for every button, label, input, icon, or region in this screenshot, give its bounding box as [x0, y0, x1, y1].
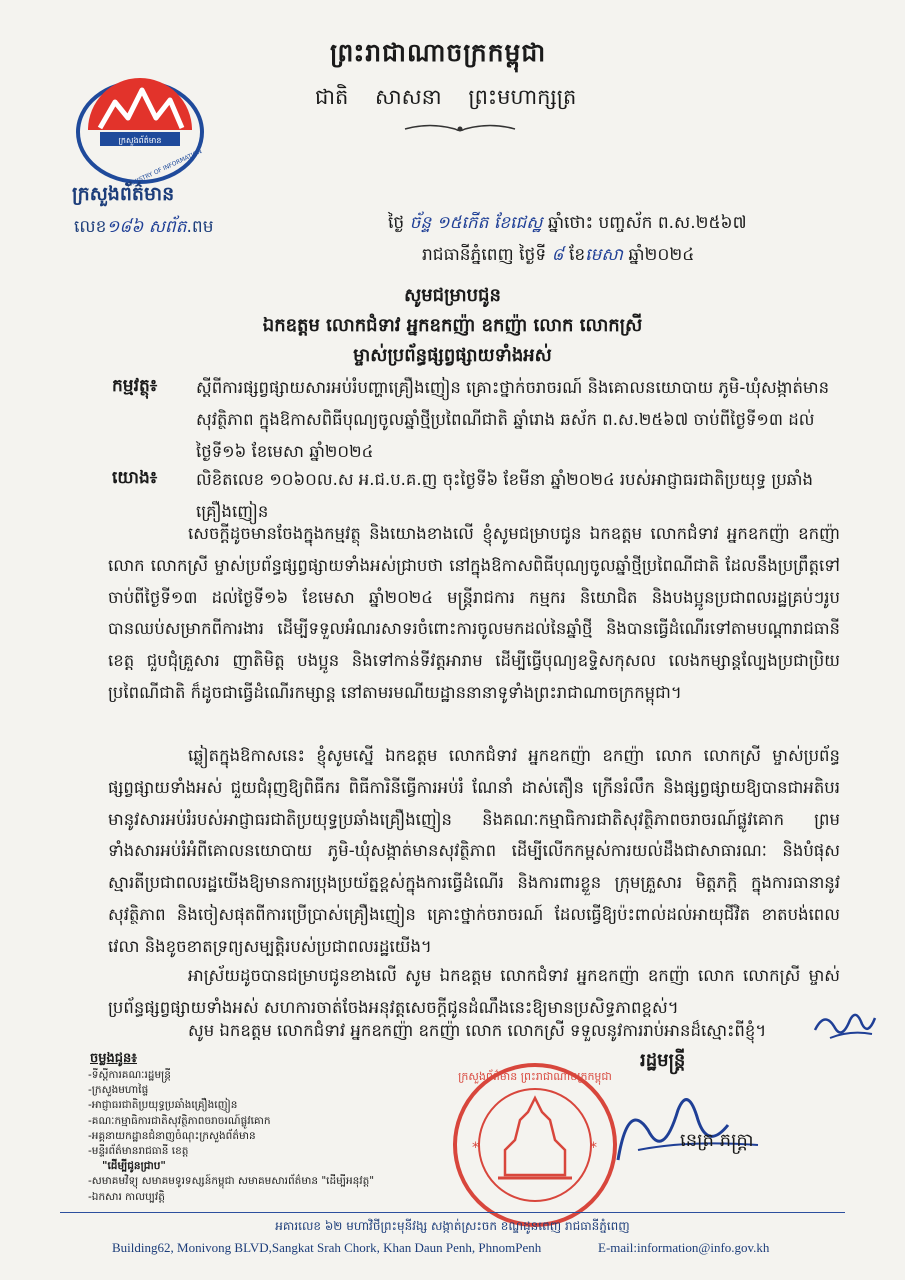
- seal-text: ក្រសួងព័ត៌មាន ព្រះរាជាណាចក្រកម្ពុជា: [458, 1070, 612, 1083]
- official-seal-icon: [450, 1060, 620, 1230]
- footer-address-english: Building62, Monivong BLVD,Sangkat Srah Chork, Khan Daun Penh, PhnomPenh: [112, 1240, 542, 1255]
- distribution-title: ចម្លងជូន៖: [90, 1051, 137, 1066]
- solar-day: ៨: [551, 245, 564, 265]
- reference-label: យោង៖: [112, 468, 158, 488]
- list-item: -អាជ្ញាធរជាតិប្រយុទ្ធប្រឆាំងគ្រឿងញៀន: [88, 1099, 238, 1112]
- salutation-line-3: ម្ចាស់ប្រព័ន្ធផ្សព្វផ្សាយទាំងអស់: [353, 345, 552, 366]
- reference-text: លិខិតលេខ ១០៦០ល.ស អ.ជ.ប.គ.ញ ចុះថ្ងៃទី៦ ខែមីនា ឆ្នាំ២០២៤ របស់អាជ្ញាធរជាតិប្រយុទ្ធ ប្រឆាំងគ្រឿងញៀន: [196, 470, 813, 521]
- ref-prefix: លេខ: [74, 217, 107, 237]
- list-item: -ទីស្តីការគណៈរដ្ឋមន្ត្រី: [88, 1069, 171, 1081]
- logo-inner-text: ក្រសួងព័ត៌មាន: [118, 136, 162, 145]
- subject-label: កម្មវត្ថុ៖: [112, 376, 158, 396]
- initial-signature-icon: [810, 1000, 880, 1048]
- body-paragraph-2: ឆ្លៀតក្នុងឱកាសនេះ ខ្ញុំសូមស្នើ ឯកឧត្តម លោកជំទាវ អ្នកឧកញ៉ា ឧកញ៉ា លោក លោកស្រី ម្ចាស់ប្រព័ន្ធផ្សព្វផ្សាយទាំងអស់ ជួយជំរុញឱ្យពិធីករ ពិធីការិនីធ្វើការអប់រំ ណែនាំ ដាស់តឿន ក្រើនរំលឹក និងផ្សព្វផ្សាយឱ្យបានជាអតិបរមានូវសារអប់រំរបស់អាជ្ញាធរជាតិប្រយុទ្ធប្រឆាំងគ្រឿងញៀន និងគណៈកម្មាធិការជាតិសុវត្ថិភាពចរាចរណ៍ផ្លូវគោក ព្រមទាំងសារអប់រំអំពីគោលនយោបាយ ភូមិ-ឃុំសង្កាត់មានសុវត្ថិភាព ដើម្បីលើកកម្ពស់ការយល់ដឹងជាសាធារណៈ និងបំផុសស្មារតីប្រជាពលរដ្ឋយើងឱ្យមានការប្រុងប្រយ័ត្នខ្ពស់ក្នុងការធ្វើដំណើរ និងការពារខ្លួន ក្រុមគ្រួសារ មិត្តភក្តិ ក្នុងការធានានូវសុវត្ថិភាព និងចៀសផុតពីការប្រើប្រាស់គ្រឿងញៀន គ្រោះថ្នាក់ចរាចរណ៍ ដែលធ្វើឱ្យប៉ះពាល់ដល់អាយុជីវិត ខាតបង់ពេលវេលា និងខូចខាតទ្រព្យសម្បត្តិរបស់ប្រជាពលរដ្ឋយើង។: [108, 746, 840, 956]
- lunar-date: [388, 212, 747, 237]
- solar-prefix: រាជធានីភ្នំពេញ ថ្ងៃទី: [422, 245, 547, 265]
- footer-address-khmer: អគារលេខ ៦២ មហាវិថីព្រះមុនីវង្ស សង្កាត់ស្រះចក ខណ្ឌដូនពេញ រាជធានីភ្នំពេញ: [275, 1219, 630, 1233]
- solar-month: មេសា: [585, 245, 623, 265]
- national-motto: ជាតិ សាសនា ព្រះមហាក្សត្រ: [315, 85, 577, 109]
- footer-divider: [60, 1212, 845, 1213]
- solar-date: [422, 244, 694, 269]
- logo-ring-text: MINISTRY OF INFORMATION: [125, 148, 204, 190]
- ministry-name: ក្រសួងព័ត៌មាន: [72, 183, 175, 205]
- lunar-handwritten: ច័ន្ទ ១៥កើត ខែជេស្ឋ: [409, 213, 543, 233]
- reference-number: [74, 216, 214, 241]
- ref-handwritten: ១៨៦ សព័ត: [106, 217, 187, 237]
- footer-email: E-mail:information@info.gov.kh: [598, 1240, 770, 1255]
- list-item: -សមាគមវិទ្យុ សមាគមទូរទស្សន៍កម្ពុជា សមាគមសារព័ត៌មាន "ដើម្បីអនុវត្ត": [88, 1175, 375, 1188]
- solar-suffix: ឆ្នាំ២០២៤: [628, 245, 695, 265]
- solar-mid: ខែ: [568, 245, 586, 265]
- list-item: -ឯកសារ កាលប្បវត្តិ: [88, 1190, 165, 1203]
- svg-text:*: *: [472, 1140, 479, 1156]
- svg-text:*: *: [590, 1140, 597, 1156]
- list-item: "ដើម្បីជូនជ្រាប": [102, 1160, 166, 1173]
- body-paragraph-4: សូម ឯកឧត្តម លោកជំទាវ អ្នកឧកញ៉ា ឧកញ៉ា លោក លោកស្រី ទទួលនូវការរាប់អានដ៏ស្មោះពីខ្ញុំ។: [188, 1021, 767, 1040]
- list-item: -គណៈកម្មាធិការជាតិសុវត្ថិភាពចរាចរណ៍ផ្លូវគោក: [88, 1114, 271, 1127]
- body-paragraph-3: អាស្រ័យដូចបានជម្រាបជូនខាងលើ សូម ឯកឧត្តម លោកជំទាវ អ្នកឧកញ៉ា ឧកញ៉ា លោក លោកស្រី ម្ចាស់ប្រព័ន្ធផ្សព្វផ្សាយទាំងអស់ សហការចាត់ចែងអនុវត្តសេចក្តីជូនដំណឹងនេះឱ្យមានប្រសិទ្ធភាពខ្ពស់។: [108, 966, 840, 1017]
- ref-suffix: .ពម: [186, 217, 214, 237]
- subject-text: ស្តីពីការផ្សព្វផ្សាយសារអប់រំបញ្ហាគ្រឿងញៀន គ្រោះថ្នាក់ចរាចរណ៍ និងគោលនយោបាយ ភូមិ-ឃុំសង្កាត់មានសុវត្ថិភាព ក្នុងឱកាសពិធីបុណ្យចូលឆ្នាំថ្មីប្រពៃណីជាតិ ឆ្នាំរោង ឆស័ក ព.ស.២៥៦៧ ចាប់ពីថ្ងៃទី១៣ ដល់ថ្ងៃទី១៦ ខែមេសា ឆ្នាំ២០២៤: [196, 378, 830, 461]
- distribution-list: [88, 1068, 374, 1205]
- body-paragraph-1: សេចក្តីដូចមានចែងក្នុងកម្មវត្ថុ និងយោងខាងលើ ខ្ញុំសូមជម្រាបជូន ឯកឧត្តម លោកជំទាវ អ្នកឧកញ៉ា ឧកញ៉ា លោក លោកស្រី ម្ចាស់ប្រព័ន្ធផ្សព្វផ្សាយទាំងអស់ជ្រាបថា នៅក្នុងឱកាសពិធីបុណ្យចូលឆ្នាំថ្មីប្រពៃណីជាតិ ដែលនឹងប្រព្រឹត្តទៅចាប់ពីថ្ងៃទី១៣ ដល់ថ្ងៃទី១៦ ខែមេសា ឆ្នាំ២០២៤ មន្ត្រីរាជការ កម្មករ និយោជិត និងបងប្អូនប្រជាពលរដ្ឋគ្រប់ៗរូប បានឈប់សម្រាកពីការងារ ដើម្បីទទួលអំណរសាទរចំពោះការចូលមកដល់នៃឆ្នាំថ្មី និងបានធ្វើដំណើរទៅតាមបណ្តារាជធានី ខេត្ត ជួបជុំគ្រួសារ ញាតិមិត្ត បងប្អូន និងទៅកាន់ទីវត្តអារាម ដើម្បីធ្វើបុណ្យឧទ្ទិសកុសល លេងកម្សាន្តល្បែងប្រជាប្រិយប្រពៃណីជាតិ ក៏ដូចជាធ្វើដំណើរកម្សាន្ត នៅតាមរមណីយដ្ឋាននានាទូទាំងព្រះរាជាណាចក្រកម្ពុជា។: [108, 524, 840, 702]
- list-item: -អគ្គនាយកដ្ឋានជំនាញចំណុះក្រសួងព័ត៌មាន: [88, 1129, 256, 1142]
- kingdom-title: ព្រះរាជាណាចក្រកម្ពុជា: [330, 38, 547, 67]
- lunar-suffix: ឆ្នាំថោះ បញ្ចស័ក ព.ស.២៥៦៧: [547, 213, 747, 233]
- signatory-title: រដ្ឋមន្ត្រី: [640, 1050, 686, 1071]
- salutation-line-1: សូមជម្រាបជូន: [404, 285, 501, 306]
- ornament-divider-icon: [400, 122, 520, 136]
- signatory-name: នេត្រ ភក្ត្រា: [680, 1130, 754, 1151]
- ministry-logo-icon: [70, 70, 210, 190]
- salutation-line-2: ឯកឧត្តម លោកជំទាវ អ្នកឧកញ៉ា ឧកញ៉ា លោក លោកស្រី: [262, 315, 643, 336]
- list-item: -ក្រសួងមហាផ្ទៃ: [88, 1084, 149, 1097]
- list-item: -មន្ទីរព័ត៌មានរាជធានី ខេត្ត: [88, 1145, 189, 1158]
- lunar-prefix: ថ្ងៃ: [388, 213, 405, 233]
